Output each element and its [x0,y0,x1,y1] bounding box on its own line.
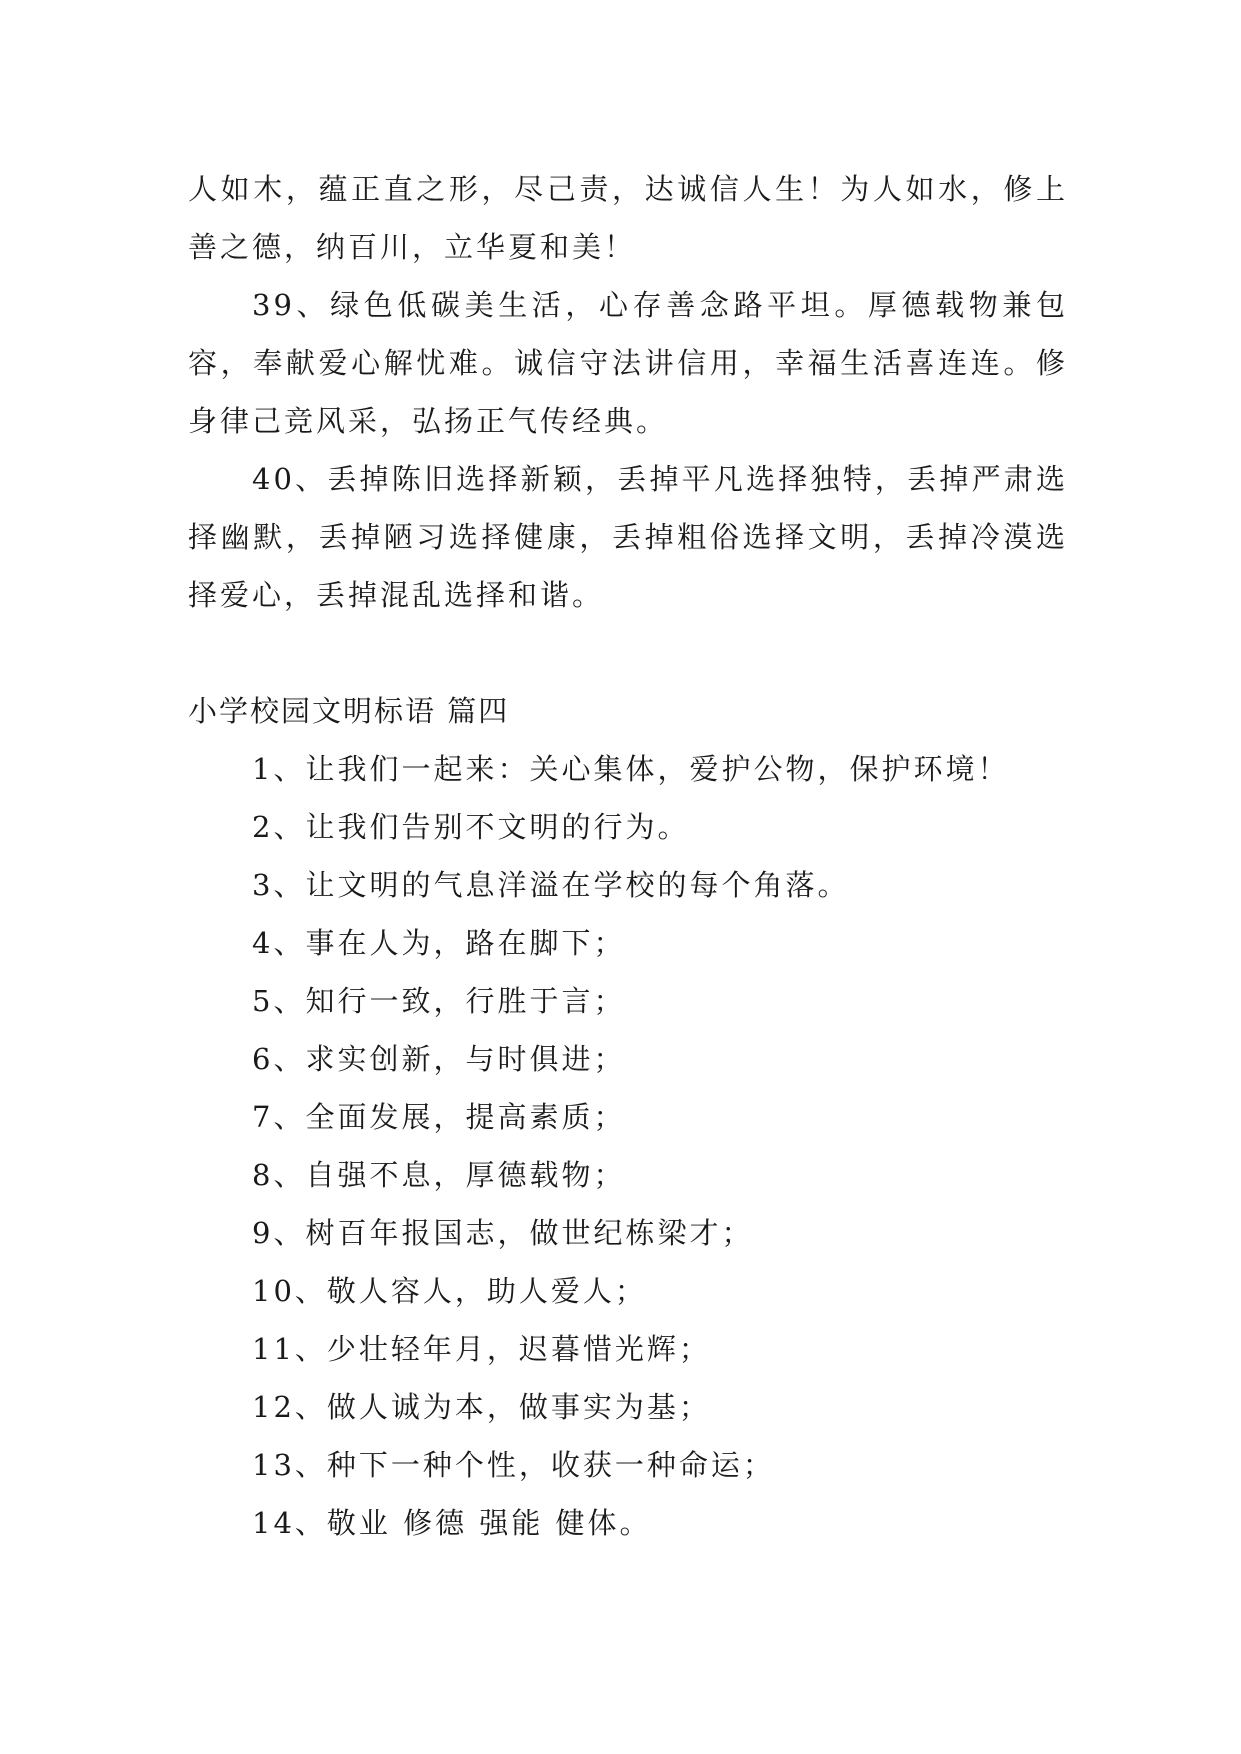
section-title: 小学校园文明标语 篇四 [188,694,510,728]
list-item: 6、求实创新，与时俱进； [252,1042,626,1076]
list-item: 3、让文明的气息洋溢在学校的每个角落。 [252,868,850,902]
list-item: 8、自强不息，厚德载物； [252,1158,626,1192]
list-item: 12、做人诚为本，做事实为基； [252,1390,711,1424]
paragraph-slogan-39: 39、绿色低碳美生活，心存善念路平坦。厚德载物兼包容，奉献爱心解忧难。诚信守法讲信用，幸福生活喜连连。修身律己竞风采，弘扬正气传经典。 [188,288,1068,438]
list-item: 4、事在人为，路在脚下； [252,926,626,960]
paragraph-continuation: 人如木，蕴正直之形，尽己责，达诚信人生！为人如水，修上善之德，纳百川，立华夏和美！ [188,172,1068,264]
slogan-list [188,740,1068,1552]
list-item: 14、敬业 修德 强能 健体。 [252,1506,652,1540]
list-item: 13、种下一种个性，收获一种命运； [252,1448,775,1482]
list-item: 7、全面发展，提高素质； [252,1100,626,1134]
paragraph-slogan-40: 40、丢掉陈旧选择新颖，丢掉平凡选择独特，丢掉严肃选择幽默，丢掉陋习选择健康，丢掉粗俗选择文明，丢掉冷漠选择爱心，丢掉混乱选择和谐。 [188,462,1068,612]
document-body [188,160,1068,1552]
list-item: 1、让我们一起来：关心集体，爱护公物，保护环境！ [252,752,1010,786]
list-item: 5、知行一致，行胜于言； [252,984,626,1018]
list-item: 9、树百年报国志，做世纪栋梁才； [252,1216,754,1250]
list-item: 2、让我们告别不文明的行为。 [252,810,690,844]
list-item: 11、少壮轻年月，迟暮惜光辉； [252,1332,711,1366]
list-item: 10、敬人容人，助人爱人； [252,1274,647,1308]
